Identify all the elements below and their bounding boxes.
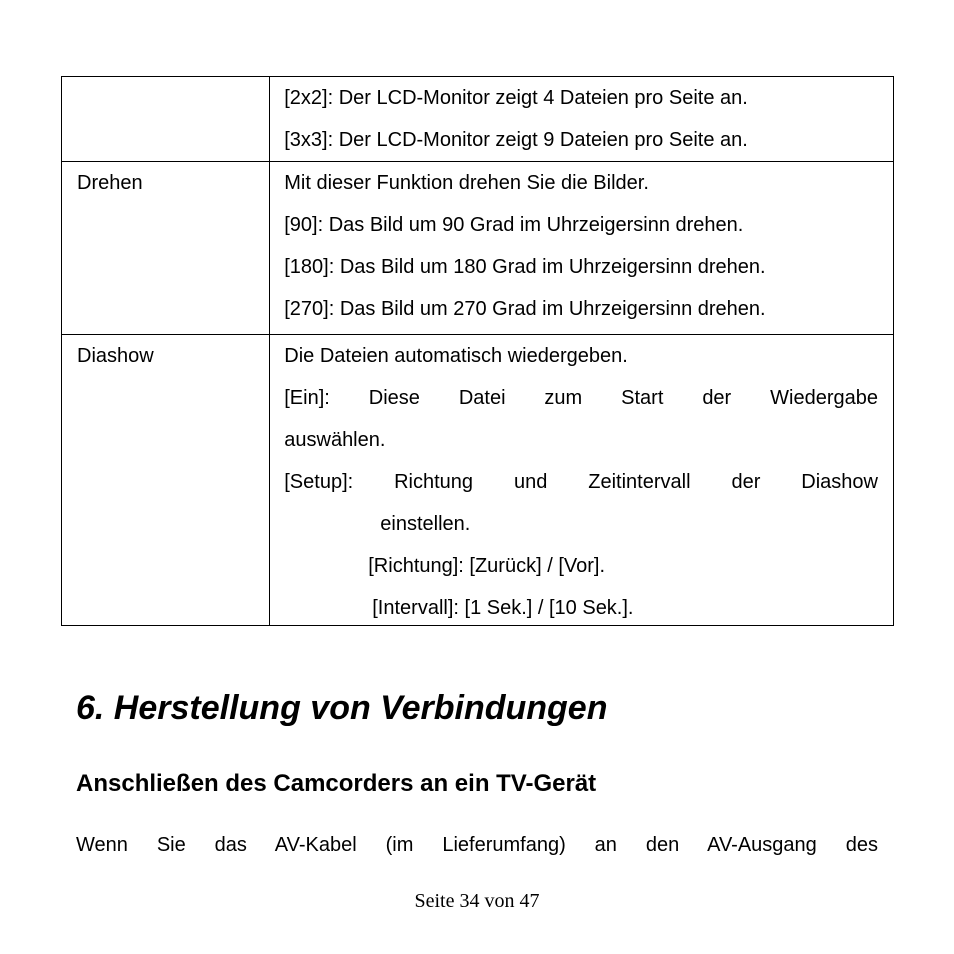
page-number-footer: Seite 34 von 47	[414, 890, 540, 912]
description-line: [3x3]: Der LCD-Monitor zeigt 9 Dateien pro Seite an.	[284, 129, 748, 151]
description-line: [Ein]: Diese Datei zum Start der Wiedergabe	[284, 387, 878, 409]
description-line: [Intervall]: [1 Sek.] / [10 Sek.].	[372, 597, 634, 619]
section-title: Anschließen des Camcorders an ein TV-Gerät	[76, 770, 597, 797]
table-row	[62, 77, 894, 162]
setting-name-cell	[62, 77, 270, 162]
settings-table	[61, 76, 894, 626]
body-paragraph: Wenn Sie das AV-Kabel (im Lieferumfang) an den AV-Ausgang des	[76, 834, 878, 856]
description-line: einstellen.	[380, 513, 471, 535]
setting-description-cell	[270, 77, 894, 162]
description-line: auswählen.	[284, 429, 386, 451]
table-row	[62, 335, 894, 626]
setting-name-cell	[62, 162, 270, 335]
description-line: [90]: Das Bild um 90 Grad im Uhrzeigersinn drehen.	[284, 214, 744, 236]
description-line: [180]: Das Bild um 180 Grad im Uhrzeigersinn drehen.	[284, 256, 766, 278]
description-line: [Setup]: Richtung und Zeitintervall der Diashow	[284, 471, 878, 493]
description-line: [2x2]: Der LCD-Monitor zeigt 4 Dateien pro Seite an.	[284, 87, 748, 109]
setting-description-cell	[270, 335, 894, 626]
description-line: Mit dieser Funktion drehen Sie die Bilder.	[284, 172, 649, 194]
setting-name: Drehen	[77, 172, 143, 194]
table-row	[62, 162, 894, 335]
description-line: [270]: Das Bild um 270 Grad im Uhrzeigersinn drehen.	[284, 298, 766, 320]
description-line: [Richtung]: [Zurück] / [Vor].	[368, 555, 606, 577]
chapter-title: 6. Herstellung von Verbindungen	[76, 689, 608, 727]
setting-description-cell	[270, 162, 894, 335]
setting-name: Diashow	[77, 345, 154, 367]
description-line: Die Dateien automatisch wiedergeben.	[284, 345, 628, 367]
setting-name-cell	[62, 335, 270, 626]
